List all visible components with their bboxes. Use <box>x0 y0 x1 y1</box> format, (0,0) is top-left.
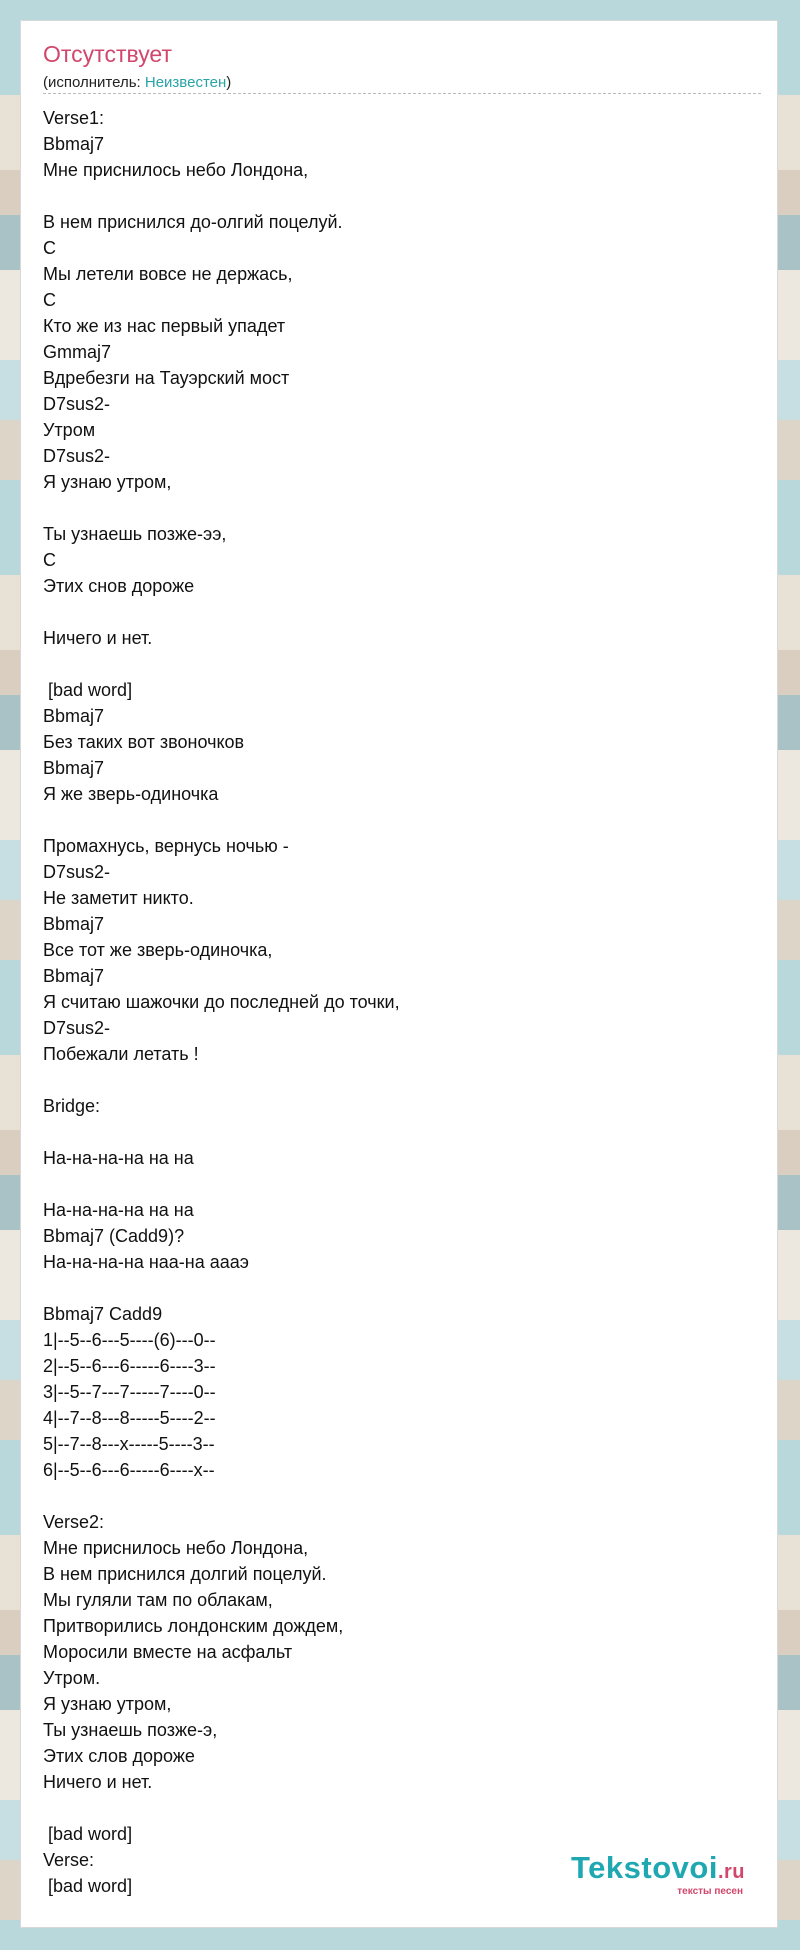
logo-tld: .ru <box>717 1861 745 1883</box>
artist-link[interactable]: Неизвестен <box>144 74 227 91</box>
logo-name: Tekstovoi <box>571 1850 718 1885</box>
song-title: Отсутствует <box>43 41 172 67</box>
artist-suffix: ) <box>226 74 232 91</box>
artist-line <box>43 74 231 91</box>
song-card <box>20 20 778 1928</box>
artist-prefix: (исполнитель: <box>43 74 145 91</box>
divider <box>43 93 761 94</box>
lyrics-text: Verse1: Bbmaj7 Мне приснилось небо Лондона, В нем приснился до-олгий поцелуй. C Мы летели вовсе не держась, C Кто же из нас первый упадет Gmmaj7 Вдребезги на Тауэрский мост D7sus2- Утром D7sus2- Я узнаю утром, Ты узнаешь позже-ээ, C Этих снов дороже Ничего и нет. [bad word] Bbmaj7 Без таких вот звоночков Bbmaj7 Я же зверь-одиночка Промахнусь, вернусь ночью - D7sus2- Не заметит никто. Bbmaj7 Все тот же зверь-одиночка, Bbmaj7 Я считаю шажочки до последней до точки, D7sus2- Побежали летать ! Bridge: На-на-на-на на на На-на-на-на на на Bbmaj7 (Cadd9)? На-на-на-на наа-на аааэ Bbmaj7 Cadd9 1|--5--6---5----(6)---0-- 2|--5--6---6-----6----3-- 3|--5--7---7-----7----0-- 4|--7--8---8-----5----2-- 5|--7--8---x-----5----3-- 6|--5--6---6-----6----x-- Verse2: Мне приснилось небо Лондона, В нем приснился долгий поцелуй. Мы гуляли там по облакам, Притворились лондонским дождем, Моросили вместе на асфальт Утром. Я узнаю утром, Ты узнаешь позже-э, Этих слов дороже Ничего и нет. [bad word] Verse: [bad word] <box>43 108 400 1896</box>
logo-tagline: тексты песен <box>677 1886 743 1897</box>
site-logo[interactable] <box>571 1852 745 1897</box>
